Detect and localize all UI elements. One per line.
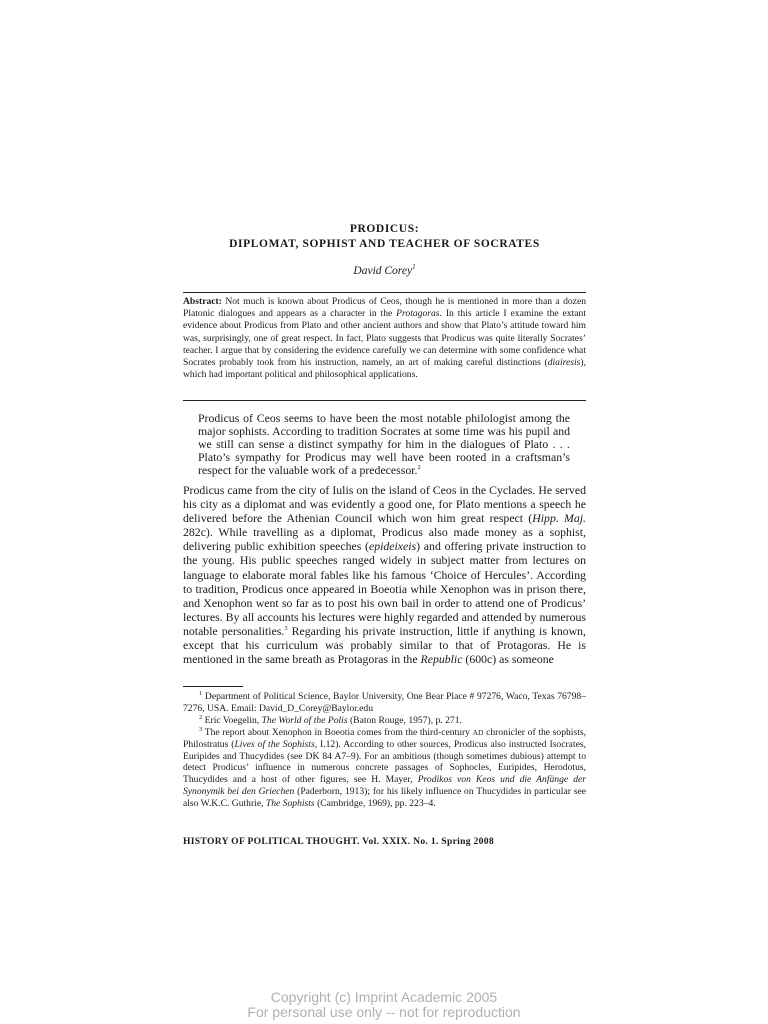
footnote-italic: The Sophists: [265, 798, 315, 810]
footnote-rule: [183, 686, 243, 687]
body-text: Prodicus came from the city of Iulis on the island of Ceos in the Cyclades. He served his city as a diplomat and was evidently a good one, for Plato mentions a speech he delivered before the Athenian Council which won him great respect (: [183, 483, 586, 526]
footnote-text: (Baton Rouge, 1957), p. 271.: [347, 714, 462, 726]
footnote-mark: 3: [199, 725, 203, 733]
body-text: ) and offering private instruction to the young. His public speeches ranged widely in subject matter from lectures on language to elaborate moral fables like his famous ‘Choice of Hercules’. According to tradition, Prodicus once appeared in Boeotia while Xenophon was in prison there, and Xenophon went so far as to post his own bail in order to attend one of Prodicus’ lectures. By all accounts his lectures were highly regarded and attended by numerous notable personalities.: [183, 539, 586, 638]
footnote-text: Eric Voegelin,: [202, 714, 262, 726]
body-text: Regarding his private instruction, little if anything is known, except that his curriculum was probably similar to that of Protagoras. He is mentioned in the same breath as Protagoras in the: [183, 623, 587, 667]
quote-footnote-mark: 2: [417, 464, 421, 472]
body-text: (600c) as someone: [462, 652, 554, 667]
abstract-bottom-rule: [183, 400, 586, 401]
footnote-text: The report about Xenophon in Boeotia comes from the third-century: [202, 726, 473, 738]
journal-citation: HISTORY OF POLITICAL THOUGHT. Vol. XXIX. No. 1. Spring 2008: [183, 836, 494, 847]
footnote-1: [183, 691, 586, 715]
abstract-italic: Protagoras: [396, 308, 440, 320]
abstract-text: Not much is known about Prodicus of Ceos, though he is mentioned in more than a dozen Platonic dialogues and appears as a character in the: [183, 296, 586, 320]
title-line-2: DIPLOMAT, SOPHIST AND TEACHER OF SOCRATES: [229, 238, 540, 250]
author-text: David Corey: [353, 264, 413, 277]
footnote-text: (Cambridge, 1969), pp. 223–4.: [314, 798, 436, 810]
body-text: 282c). While travelling as a diplomat, Prodicus also made money as a sophist, delivering public exhibition speeches (: [183, 525, 586, 554]
footnote-italic: Prodikos von Keos und die Anfänge der Synonymik bei den Griechen: [183, 774, 586, 798]
footnote-mark: 2: [199, 713, 203, 721]
body-italic: Hipp. Maj.: [532, 511, 586, 526]
author-footnote-mark: 1: [412, 263, 416, 271]
footnote-text: (Paderborn, 1913); for his likely influence on Thucydides in particular see also W.K.C. Guthrie,: [183, 786, 586, 810]
footnote-smallcaps: AD: [472, 727, 484, 737]
article-title: [183, 222, 586, 252]
body-italic: epideixeis: [368, 539, 417, 554]
body-paragraph: [183, 483, 586, 666]
abstract-label: Abstract:: [183, 296, 222, 307]
quote-text: Prodicus of Ceos seems to have been the most notable philologist among the major sophists. According to tradition Socrates at some time was his pupil and we still can sense a distinct sympathy for him in the dialogues of Plato . . . Plato’s sympathy for Prodicus may well have been rooted in a craftsman’s respect for the valuable work of a predecessor.: [198, 411, 570, 477]
watermark-line-1: Copyright (c) Imprint Academic 2005: [270, 989, 498, 1005]
footnote-text: Department of Political Science, Baylor University, One Bear Place # 97276, Waco, Texas 76798–7276, USA. Email: David_D_Corey@Baylor.edu: [183, 691, 586, 714]
author-name: [183, 263, 586, 277]
footnote-3: [183, 727, 586, 810]
title-line-1: PRODICUS:: [349, 223, 420, 235]
footnote-text: chronicler of the sophists, Philostratus (: [183, 726, 586, 750]
abstract-italic: diairesis: [547, 357, 581, 369]
abstract-text: . In this article I examine the extant evidence about Prodicus from Plato and other ancient authors and show that Plato’s attitude toward him was, surprisingly, one of great respect. In fact, Plato suggests that Prodicus was quite literally Socrates’ teacher. I argue that by considering the evidence carefully we can determine with some confidence what Socrates probably took from his instruction, namely, an art of making careful distinctions (: [183, 308, 586, 369]
abstract-top-rule: [183, 292, 586, 293]
footnote-text: , I.12). According to other sources, Prodicus also instructed Isocrates, Euripides and Thucydides (see DK 84 A7–9). For an ambitious (though sometimes dubious) attempt to detect Prodicus’ influence in numerous concrete passages of Sophocles, Euripides, Herodotus, Thucydides and a host of other figures, see H. Mayer,: [183, 738, 586, 786]
copyright-watermark: [0, 990, 768, 1020]
block-quote: [198, 412, 570, 477]
body-italic: Republic: [420, 652, 463, 667]
abstract-text: ), which had important political and philosophical applications.: [183, 357, 586, 381]
footnote-2: [183, 715, 586, 727]
footnote-italic: Lives of the Sophists: [234, 738, 315, 750]
watermark-line-2: For personal use only -- not for reproduction: [247, 1004, 521, 1020]
body-footnote-mark: 3: [284, 625, 288, 633]
footnote-mark: 1: [199, 689, 203, 697]
footnotes: [183, 691, 586, 810]
abstract: [183, 296, 586, 381]
footnote-italic: The World of the Polis: [261, 714, 348, 726]
